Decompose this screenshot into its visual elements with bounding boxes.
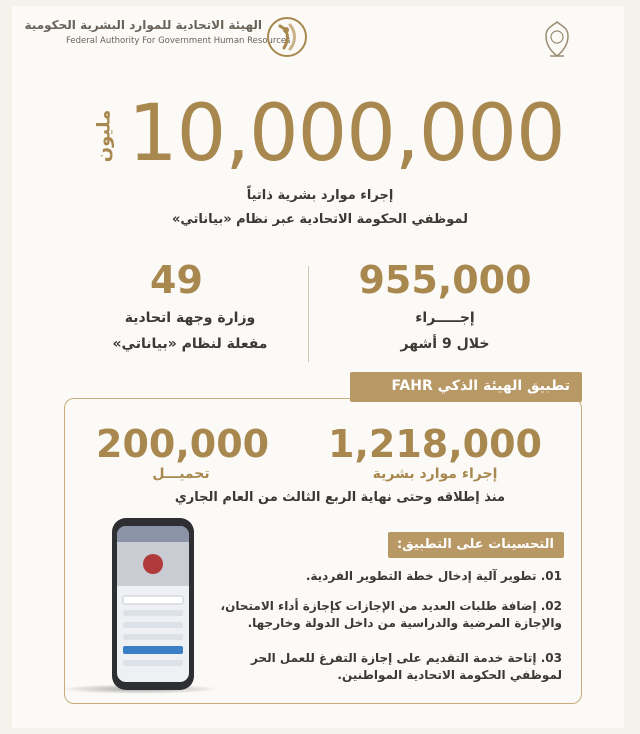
downloads-label: تحميـــل [152, 466, 210, 482]
procedures-label-line2: خلال 9 أشهر [400, 336, 490, 352]
agencies-label-line2: مفعلة لنظام «بياناتي» [112, 336, 268, 352]
procedures-count: 955,000 [358, 258, 532, 302]
million-unit-label: مليون [93, 109, 115, 163]
agencies-count: 49 [150, 258, 203, 302]
uae-emblem-icon [542, 20, 572, 60]
smartphone-image [112, 518, 194, 690]
improvement-item-3-line1: 03. إتاحة خدمة التقديم على إجازة التفرغ للعمل الحر [250, 651, 562, 665]
app-procedures-count: 1,218,000 [328, 422, 542, 466]
app-screen-illustration [117, 526, 189, 682]
app-section-title-tag: تطبيق الهيئة الذكي FAHR [350, 372, 582, 402]
improvements-title-tag: التحسينات على التطبيق: [388, 532, 564, 558]
hero-caption-line2: لموظفي الحكومة الاتحادية عبر نظام «بياناتي» [171, 212, 469, 227]
app-procedures-label: إجراء موارد بشرية [372, 466, 498, 482]
improvement-item-2-line2: والإجازة المرضية والدراسية من داخل الدولة وخارجها. [247, 616, 562, 630]
hero-caption-line1: إجراء موارد بشرية ذاتياً [246, 188, 394, 203]
improvement-item-3-line2: لموظفي الحكومة الاتحادية المواطنين. [337, 668, 562, 682]
improvement-item-2-line1: 02. إضافة طلبات العديد من الإجازات كإجازة أداء الامتحان، [220, 599, 562, 613]
downloads-count: 200,000 [96, 422, 270, 466]
improvement-item-1: 01. تطوير آلية إدخال خطة التطوير الفردية. [305, 569, 562, 583]
stats-divider [308, 266, 309, 362]
hero-number: 10,000,000 [128, 89, 565, 179]
procedures-label-line1: إجـــــراء [415, 310, 475, 326]
since-launch-text: منذ إطلاقه وحتى نهاية الربع الثالث من العام الجاري [174, 490, 506, 505]
agencies-label-line1: وزارة وجهة اتحادية [124, 310, 256, 326]
fahr-logo-icon [266, 16, 308, 58]
phone-screen [117, 526, 189, 682]
authority-name-english: Federal Authority For Government Human Resources [66, 36, 291, 46]
authority-name-arabic: الهيئة الاتحادية للموارد البشرية الحكومية [24, 18, 262, 32]
